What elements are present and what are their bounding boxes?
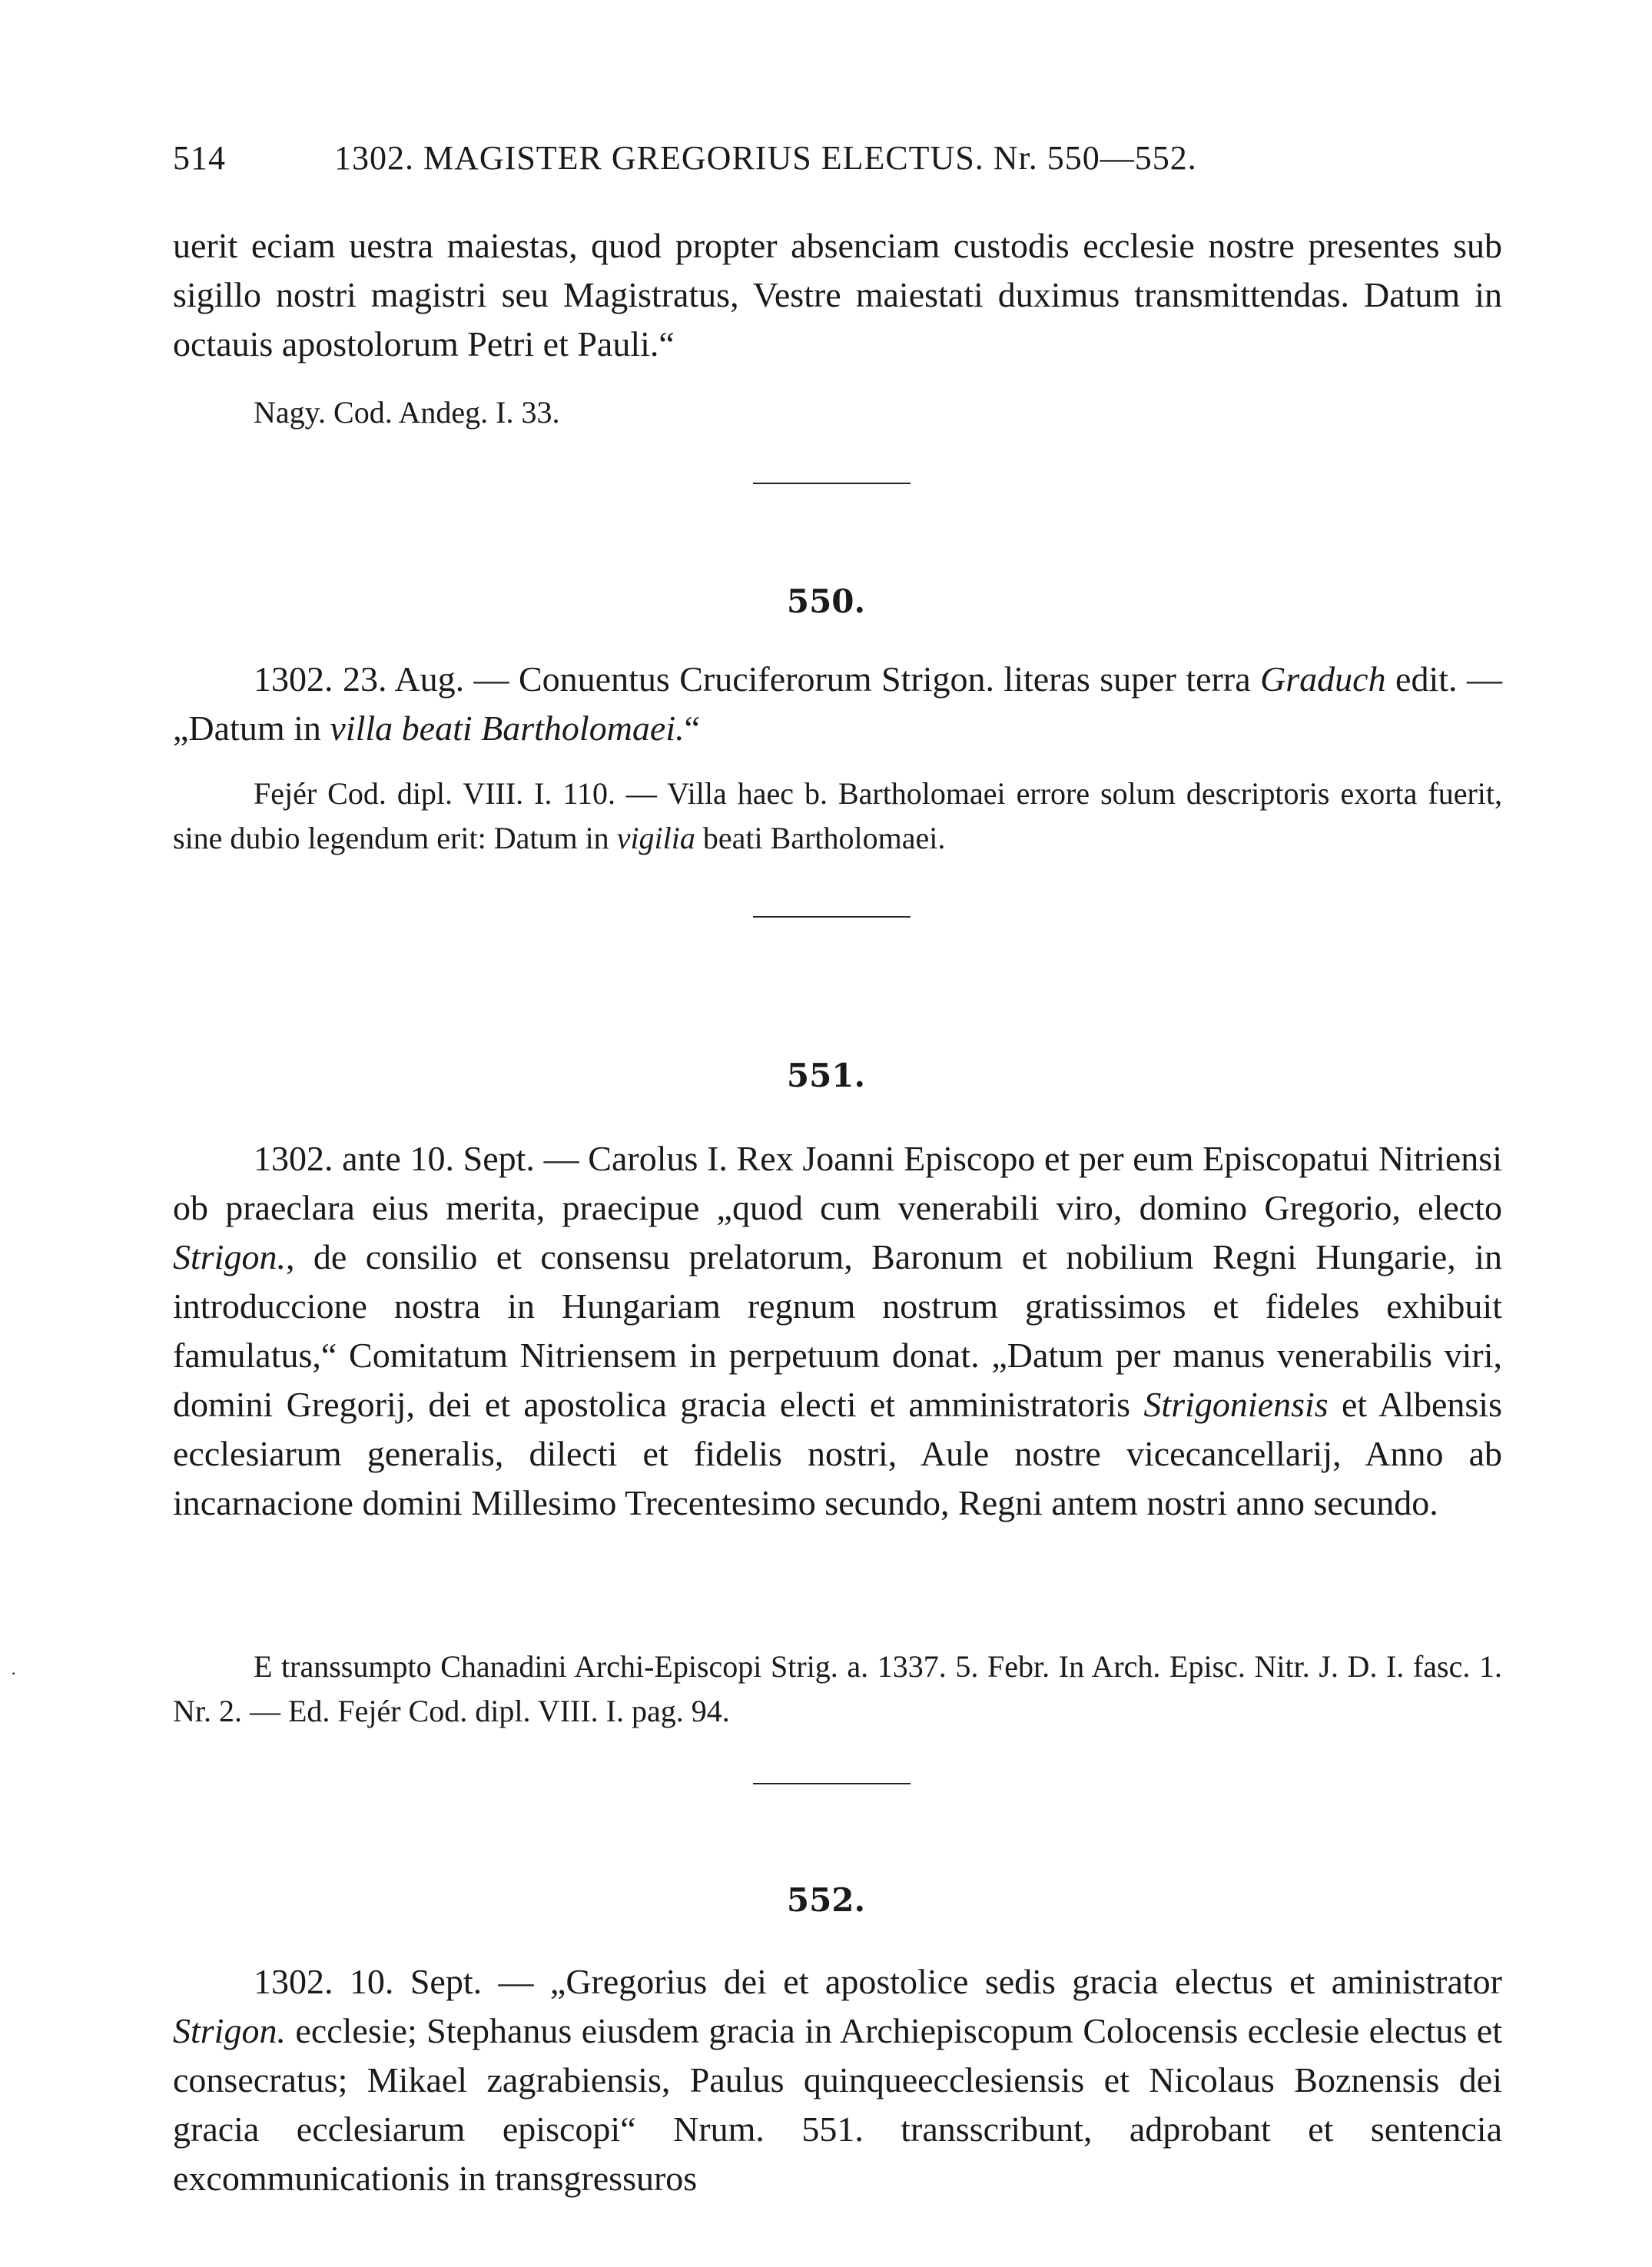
separator-rule xyxy=(753,1783,911,1784)
running-header xyxy=(173,138,1502,178)
entry-551-text: 1302. ante 10. Sept. — Carolus I. Rex Joanni Episcopo et per eum Episcopatui Nitriensi ob praeclara eius merita, praecipue „quod cum venerabili viro, domino Gregorio, electo Strigon., de consilio et consensu prelatorum, Baronum et nobilium Regni Hungarie, in introduccione nostra in Hungariam regnum nostrum gratissimos et fideles exhibuit famulatus,“ Comitatum Nitriensem in perpetuum donat. „Datum per manus venerabilis viri, domini Gregorij, dei et apostolica gracia electi et amministratoris Strigoniensis et Albensis ecclesiarum generalis, dilecti et fidelis nostri, Aule nostre vicecancellarij, Anno ab incarnacione domini Millesimo Trecentesimo secundo, Regni antem nostri anno secundo. xyxy=(173,1139,1502,1522)
page-number: 514 xyxy=(173,139,226,177)
intro-citation: Nagy. Cod. Andeg. I. 33. xyxy=(254,395,560,430)
separator-rule xyxy=(753,916,911,918)
entry-number-550: 550. xyxy=(786,583,866,620)
entry-number-551: 551. xyxy=(786,1057,866,1094)
entry-550-text: 1302. 23. Aug. — Conuentus Cruciferorum Strigon. literas super terra Graduch edit. — „Datum in villa beati Bartholomaei.“ xyxy=(173,659,1502,748)
entry-551-note: E transsumpto Chanadini Archi-Episcopi Strig. a. 1337. 5. Febr. In Arch. Episc. Nitr. J. D. I. fasc. 1. Nr. 2. — Ed. Fejér Cod. dipl. VIII. I. pag. 94. xyxy=(173,1649,1502,1728)
entry-number-552: 552. xyxy=(786,1881,866,1919)
header-title: 1302. MAGISTER GREGORIUS ELECTUS. Nr. 550—552. xyxy=(334,139,1197,177)
margin-dot: · xyxy=(11,1664,17,1683)
entry-550-note: Fejér Cod. dipl. VIII. I. 110. — Villa haec b. Bartholomaei errore solum descriptoris exorta fuerit, sine dubio legendum erit: Datum in vigilia beati Bartholomaei. xyxy=(173,776,1502,855)
intro-paragraph: uerit eciam uestra maiestas, quod propter absenciam custodis ecclesie nostre presentes sub sigillo nostri magistri seu Magistratus, Vestre maiestati duximus transmittendas. Datum in octauis apostolorum Petri et Pauli.“ xyxy=(173,226,1502,363)
entry-552-text: 1302. 10. Sept. — „Gregorius dei et apostolice sedis gracia electus et aministrator Strigon. ecclesie; Stephanus eiusdem gracia in Archiepiscopum Colocensis ecclesie electus et consecratus; Mikael zagrabiensis, Paulus quinqueecclesiensis et Nicolaus Boznensis dei gracia ecclesiarum episcopi“ Nrum. 551. transscribunt, adprobant et sentencia excommunicationis in transgressuros xyxy=(173,1962,1502,2198)
separator-rule xyxy=(753,483,911,484)
